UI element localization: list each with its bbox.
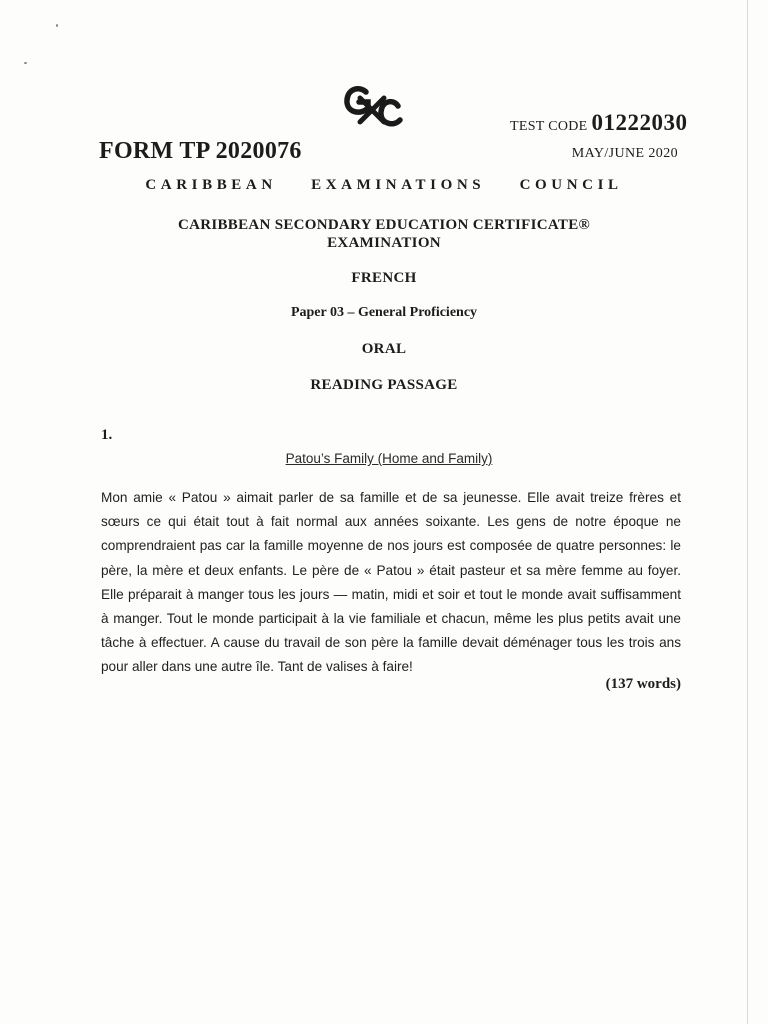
page-edge [747,0,748,1024]
section-title: READING PASSAGE [310,377,458,393]
reading-passage: Mon amie « Patou » aimait parler de sa famille et de sa jeunesse. Elle avait treize frères et sœurs ce qui était tout à fait normal aux années soixante. Les gens de notre époque ne comprendraient pas car la famille moyenne de nos jours est composée de quatre personnes: le père, la mère et deux enfants. Le père de « Patou » était pasteur et sa mère femme au foyer. Elle préparait à manger tous les jours — matin, midi et soir et tout le monde avait suffisamment à manger. Tout le monde participait à la vie familiale et chacun, même les plus petits avait une tâche à effectuer. A cause du travail de son père la famille devait déménager tous les trois ans pour aller dans une autre île. Tant de valises à faire! [101,490,681,675]
scan-speck [56,24,58,27]
paper-title: Paper 03 – General Proficiency [290,305,478,320]
cxc-logo-icon [340,82,404,130]
certificate-line-2: EXAMINATION [327,235,441,251]
passage-title: Patou’s Family (Home and Family) [285,451,493,466]
test-code [510,110,688,136]
council-name: CARIBBEAN EXAMINATIONS COUNCIL [145,177,623,193]
test-code-value: 01222030 [591,110,688,135]
scan-speck [24,62,27,64]
subject-title: FRENCH [351,270,417,286]
component-title: ORAL [361,341,407,357]
exam-session: MAY/JUNE 2020 [571,146,678,161]
form-number: FORM TP 2020076 [99,138,302,164]
certificate-title [0,216,768,252]
question-number: 1. [101,427,113,443]
word-count: (137 words) [605,676,681,692]
test-code-label: TEST CODE [510,119,588,134]
certificate-line-1: CARIBBEAN SECONDARY EDUCATION CERTIFICATE® [177,217,591,233]
